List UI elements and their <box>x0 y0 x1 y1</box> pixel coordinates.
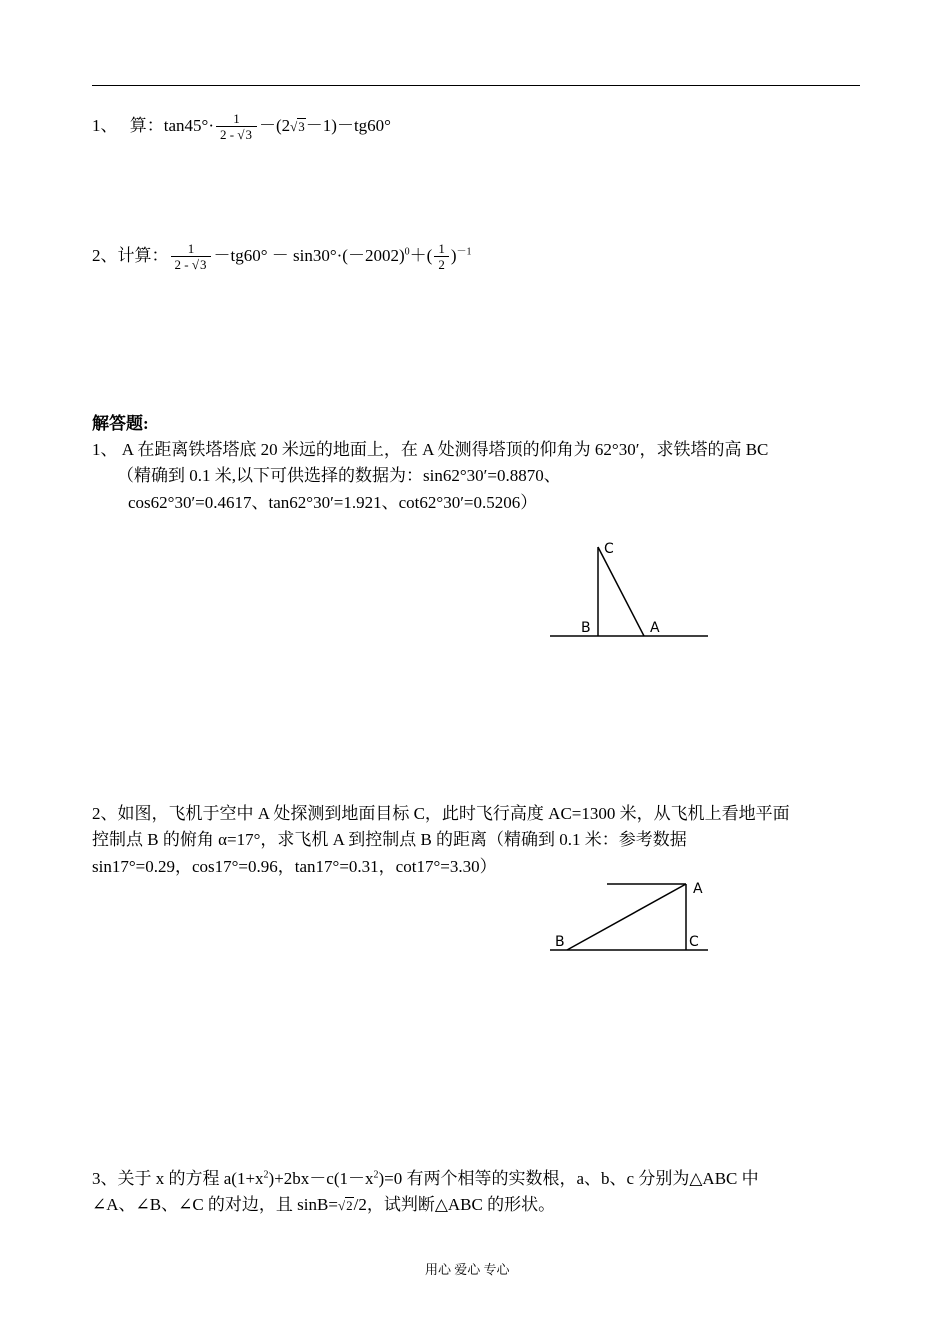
figure-1-label-b: B <box>581 620 591 636</box>
problem-2-fraction: $\frac{1}{2 - √3}$ <box>171 242 212 273</box>
figure-2-label-b: B <box>555 934 565 950</box>
answer-1-line-2: （精确到 0.1 米,以下可供选择的数据为：sin62°30′=0.8870、 <box>117 466 561 485</box>
half-fraction: $\frac{1}{2}$ <box>434 242 449 273</box>
problem-2-mid3: ) <box>450 246 457 266</box>
problem-2-label: 计算： <box>117 246 169 266</box>
problem-2-mid2: ＋( <box>409 246 433 266</box>
footer-text: 用心 爱心 专心 <box>425 1262 510 1277</box>
line-ab <box>567 884 686 950</box>
answer-2-line-2: 控制点 B 的俯角 α=17°，求飞机 A 到控制点 B 的距离（精确到 0.1 米：参考数据 <box>92 830 687 849</box>
tower-figure <box>540 535 720 645</box>
figure-2-label-c: C <box>689 934 699 950</box>
problem-1-mid2: －1)－tg60° <box>305 116 391 136</box>
figure-1-label-a: A <box>650 620 660 636</box>
answer-1-line-3: cos62°30′=0.4617、tan62°30′=1.921、cot62°30′=0.5206） <box>128 493 538 512</box>
sqrt-symbol: √3 <box>290 119 305 135</box>
sqrt-symbol: √3 <box>191 257 207 273</box>
header-rule <box>92 85 860 86</box>
problem-2 <box>92 242 471 273</box>
problem-1-fraction: $\frac{1}{2 - √3}$ <box>216 112 257 143</box>
answer-3-line-2: ∠A、∠B、∠C 的对边，且 sinB=√2/2，试判断△ABC 的形状。 <box>92 1195 556 1214</box>
problem-2-mid1: －tg60° － sin30°·(－2002) <box>213 246 405 266</box>
problem-1-mid1: －(2 <box>258 116 291 136</box>
answer-3-line-1: 3、关于 x 的方程 $a(1+x^2)+2bx-c(1-x^2)=0$ 有两个相等的实数根，a、b、c 分别为△ABC 中 <box>92 1169 759 1188</box>
problem-1-pre: tan45°· <box>163 116 214 136</box>
exponent-zero: 0 <box>404 246 410 258</box>
section-heading: 解答题: <box>92 414 149 433</box>
exponent-neg-one: －1 <box>456 246 472 258</box>
problem-2-number: 2、 <box>92 246 118 266</box>
airplane-figure <box>540 873 720 958</box>
problem-1 <box>92 112 391 143</box>
problem-1-number: 1、 <box>92 116 118 136</box>
sqrt-symbol: √3 <box>237 127 252 143</box>
sqrt-symbol: √2 <box>337 1198 353 1213</box>
figure-1-label-c: C <box>604 541 614 557</box>
sightline-ca <box>598 547 644 636</box>
figure-2-label-a: A <box>693 881 703 897</box>
problem-1-label: 算： <box>129 116 164 136</box>
answer-1-line-1: 1、 A 在距离铁塔塔底 20 米远的地面上，在 A 处测得塔顶的仰角为 62°30′，求铁塔的高 BC <box>92 440 769 459</box>
answer-2-line-3: sin17°=0.29，cos17°=0.96，tan17°=0.31，cot17°=3.30） <box>92 857 497 876</box>
answer-2-line-1: 2、如图，飞机于空中 A 处探测到地面目标 C，此时飞行高度 AC=1300 米，从飞机上看地平面 <box>92 804 790 823</box>
